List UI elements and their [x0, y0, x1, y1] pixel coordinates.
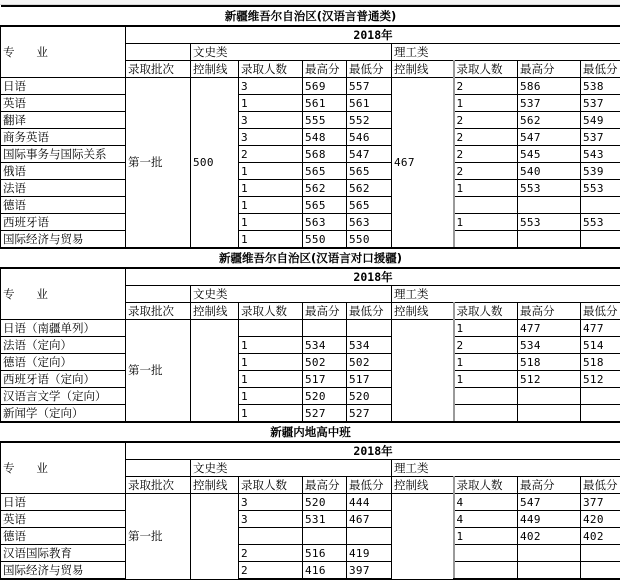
wenshi-max-score: 527	[303, 405, 347, 423]
major-name: 西班牙语（定向）	[1, 371, 126, 388]
ligong-min-score: 539	[581, 163, 620, 180]
wenshi-admitted-count: 1	[239, 354, 303, 371]
wenshi-min-score: 397	[347, 562, 392, 580]
ligong-min-score: 377	[581, 494, 620, 511]
ligong-admitted-count: 4	[454, 511, 518, 528]
ligong-max-score	[518, 388, 581, 405]
table-row	[1, 511, 620, 528]
section-title-row	[1, 6, 620, 26]
category-blank-cell	[126, 44, 191, 61]
wenshi-min-score: 546	[347, 129, 392, 146]
wenshi-control-line: 500	[191, 78, 239, 249]
ligong-admitted-count: 2	[454, 337, 518, 354]
header-batch: 录取批次	[126, 477, 191, 494]
wenshi-max-score: 563	[303, 214, 347, 231]
category-wenshi: 文史类	[191, 460, 392, 477]
ligong-admitted-count: 1	[454, 354, 518, 371]
major-name: 汉语言文学（定向）	[1, 388, 126, 405]
category-wenshi: 文史类	[191, 44, 392, 61]
header-ligong-admitted-count: 录取人数	[454, 303, 518, 320]
wenshi-admitted-count: 3	[239, 129, 303, 146]
table-row	[1, 214, 620, 231]
header-ligong-max-score: 最高分	[518, 477, 581, 494]
header-ligong-max-score: 最高分	[518, 303, 581, 320]
section-title: 新疆维吾尔自治区(汉语言普通类)	[1, 6, 620, 26]
ligong-control-line: 467	[392, 78, 454, 249]
table-row	[1, 388, 620, 405]
header-wenshi-admitted-count: 录取人数	[239, 61, 303, 78]
wenshi-admitted-count: 2	[239, 545, 303, 562]
header-ligong-admitted-count: 录取人数	[454, 477, 518, 494]
ligong-min-score: 549	[581, 112, 620, 129]
ligong-admitted-count: 2	[454, 146, 518, 163]
wenshi-max-score: 534	[303, 337, 347, 354]
ligong-max-score: 449	[518, 511, 581, 528]
wenshi-admitted-count: 3	[239, 494, 303, 511]
wenshi-admitted-count: 1	[239, 163, 303, 180]
wenshi-min-score: 565	[347, 163, 392, 180]
ligong-max-score	[518, 562, 581, 580]
header-wenshi-min-score: 最低分	[347, 61, 392, 78]
wenshi-max-score: 568	[303, 146, 347, 163]
table-row	[1, 129, 620, 146]
ligong-min-score: 553	[581, 214, 620, 231]
wenshi-min-score: 561	[347, 95, 392, 112]
ligong-max-score: 540	[518, 163, 581, 180]
wenshi-max-score	[303, 320, 347, 337]
wenshi-min-score: 563	[347, 214, 392, 231]
wenshi-min-score: 557	[347, 78, 392, 95]
table-row	[1, 494, 620, 511]
section-title-row	[1, 248, 620, 268]
section-title: 新疆内地高中班	[1, 422, 620, 442]
major-name: 西班牙语	[1, 214, 126, 231]
wenshi-min-score: 527	[347, 405, 392, 423]
wenshi-min-score: 562	[347, 180, 392, 197]
header-ligong-max-score: 最高分	[518, 61, 581, 78]
header-wenshi-admitted-count: 录取人数	[239, 477, 303, 494]
ligong-admitted-count	[454, 405, 518, 423]
ligong-admitted-count: 1	[454, 371, 518, 388]
ligong-min-score	[581, 405, 620, 423]
major-name: 英语	[1, 511, 126, 528]
header-batch: 录取批次	[126, 61, 191, 78]
ligong-max-score: 518	[518, 354, 581, 371]
category-ligong: 理工类	[392, 44, 620, 61]
table-row	[1, 180, 620, 197]
wenshi-admitted-count	[239, 320, 303, 337]
wenshi-max-score: 548	[303, 129, 347, 146]
ligong-min-score: 477	[581, 320, 620, 337]
table-row	[1, 545, 620, 562]
header-wenshi-control-line: 控制线	[191, 477, 239, 494]
year-row	[1, 26, 620, 44]
header-ligong-control-line: 控制线	[392, 61, 454, 78]
admission-batch: 第一批	[126, 494, 191, 580]
ligong-min-score: 518	[581, 354, 620, 371]
wenshi-admitted-count: 1	[239, 231, 303, 249]
ligong-admitted-count: 2	[454, 112, 518, 129]
major-name: 法语（定向）	[1, 337, 126, 354]
section-title: 新疆维吾尔自治区(汉语言对口援疆)	[1, 248, 620, 268]
table-row	[1, 562, 620, 580]
wenshi-max-score: 565	[303, 163, 347, 180]
header-wenshi-control-line: 控制线	[191, 61, 239, 78]
major-name: 德语（定向）	[1, 354, 126, 371]
ligong-admitted-count	[454, 197, 518, 214]
major-name: 汉语国际教育	[1, 545, 126, 562]
year-header: 2018年	[126, 26, 620, 44]
wenshi-max-score	[303, 528, 347, 545]
ligong-admitted-count: 1	[454, 320, 518, 337]
ligong-min-score	[581, 545, 620, 562]
year-header: 2018年	[126, 442, 620, 460]
ligong-max-score: 537	[518, 95, 581, 112]
wenshi-admitted-count: 3	[239, 112, 303, 129]
wenshi-min-score: 444	[347, 494, 392, 511]
ligong-admitted-count	[454, 545, 518, 562]
wenshi-min-score: 552	[347, 112, 392, 129]
major-name: 日语（南疆单列）	[1, 320, 126, 337]
wenshi-max-score: 520	[303, 494, 347, 511]
ligong-control-line	[392, 494, 454, 580]
section-title-row	[1, 422, 620, 442]
wenshi-max-score: 569	[303, 78, 347, 95]
wenshi-min-score: 565	[347, 197, 392, 214]
wenshi-max-score: 516	[303, 545, 347, 562]
major-name: 国际经济与贸易	[1, 562, 126, 580]
wenshi-min-score: 534	[347, 337, 392, 354]
ligong-admitted-count	[454, 231, 518, 249]
wenshi-max-score: 565	[303, 197, 347, 214]
ligong-max-score: 547	[518, 129, 581, 146]
ligong-min-score	[581, 231, 620, 249]
ligong-admitted-count: 2	[454, 129, 518, 146]
wenshi-max-score: 416	[303, 562, 347, 580]
ligong-admitted-count: 1	[454, 528, 518, 545]
header-wenshi-min-score: 最低分	[347, 303, 392, 320]
wenshi-min-score: 547	[347, 146, 392, 163]
ligong-max-score: 562	[518, 112, 581, 129]
table-row	[1, 95, 620, 112]
category-wenshi: 文史类	[191, 286, 392, 303]
ligong-min-score: 420	[581, 511, 620, 528]
header-wenshi-max-score: 最高分	[303, 61, 347, 78]
wenshi-admitted-count: 1	[239, 405, 303, 423]
ligong-max-score: 477	[518, 320, 581, 337]
category-blank-cell	[126, 286, 191, 303]
ligong-admitted-count	[454, 388, 518, 405]
wenshi-min-score: 517	[347, 371, 392, 388]
ligong-max-score	[518, 545, 581, 562]
table-row	[1, 78, 620, 95]
ligong-max-score	[518, 405, 581, 423]
ligong-admitted-count: 2	[454, 163, 518, 180]
wenshi-min-score: 419	[347, 545, 392, 562]
major-name: 德语	[1, 528, 126, 545]
major-name: 俄语	[1, 163, 126, 180]
ligong-max-score: 586	[518, 78, 581, 95]
category-ligong: 理工类	[392, 286, 620, 303]
wenshi-max-score: 561	[303, 95, 347, 112]
header-wenshi-admitted-count: 录取人数	[239, 303, 303, 320]
wenshi-admitted-count: 1	[239, 197, 303, 214]
wenshi-admitted-count: 3	[239, 511, 303, 528]
major-column-header: 专 业	[1, 26, 126, 78]
ligong-min-score: 512	[581, 371, 620, 388]
wenshi-max-score: 517	[303, 371, 347, 388]
major-name: 商务英语	[1, 129, 126, 146]
table-row	[1, 528, 620, 545]
major-name: 英语	[1, 95, 126, 112]
year-row	[1, 268, 620, 286]
wenshi-admitted-count: 1	[239, 337, 303, 354]
table-row	[1, 146, 620, 163]
wenshi-max-score: 550	[303, 231, 347, 249]
wenshi-control-line	[191, 320, 239, 423]
admission-batch: 第一批	[126, 78, 191, 249]
ligong-max-score: 553	[518, 180, 581, 197]
ligong-min-score: 537	[581, 95, 620, 112]
major-name: 日语	[1, 494, 126, 511]
table-row	[1, 354, 620, 371]
admission-batch: 第一批	[126, 320, 191, 423]
ligong-min-score	[581, 562, 620, 580]
header-ligong-control-line: 控制线	[392, 477, 454, 494]
table-row	[1, 405, 620, 423]
wenshi-admitted-count: 1	[239, 371, 303, 388]
ligong-max-score: 512	[518, 371, 581, 388]
wenshi-control-line	[191, 494, 239, 580]
table-row	[1, 371, 620, 388]
wenshi-min-score: 550	[347, 231, 392, 249]
ligong-admitted-count: 4	[454, 494, 518, 511]
ligong-min-score: 402	[581, 528, 620, 545]
year-header: 2018年	[126, 268, 620, 286]
ligong-max-score: 534	[518, 337, 581, 354]
major-name: 国际事务与国际关系	[1, 146, 126, 163]
ligong-min-score: 538	[581, 78, 620, 95]
category-blank-cell	[126, 460, 191, 477]
header-ligong-min-score: 最低分	[581, 61, 620, 78]
ligong-max-score	[518, 197, 581, 214]
wenshi-min-score: 467	[347, 511, 392, 528]
ligong-min-score: 553	[581, 180, 620, 197]
wenshi-min-score: 502	[347, 354, 392, 371]
table-row	[1, 112, 620, 129]
header-wenshi-max-score: 最高分	[303, 477, 347, 494]
ligong-admitted-count	[454, 562, 518, 580]
header-batch: 录取批次	[126, 303, 191, 320]
header-ligong-min-score: 最低分	[581, 303, 620, 320]
wenshi-min-score	[347, 320, 392, 337]
major-name: 日语	[1, 78, 126, 95]
header-ligong-admitted-count: 录取人数	[454, 61, 518, 78]
ligong-admitted-count: 1	[454, 214, 518, 231]
major-column-header: 专 业	[1, 442, 126, 494]
header-ligong-control-line: 控制线	[392, 303, 454, 320]
major-name: 德语	[1, 197, 126, 214]
ligong-max-score: 402	[518, 528, 581, 545]
table-row	[1, 197, 620, 214]
header-wenshi-control-line: 控制线	[191, 303, 239, 320]
major-name: 法语	[1, 180, 126, 197]
ligong-min-score: 514	[581, 337, 620, 354]
ligong-control-line	[392, 320, 454, 423]
ligong-max-score: 553	[518, 214, 581, 231]
ligong-max-score: 545	[518, 146, 581, 163]
wenshi-admitted-count: 1	[239, 388, 303, 405]
ligong-max-score	[518, 231, 581, 249]
header-wenshi-min-score: 最低分	[347, 477, 392, 494]
table-row	[1, 163, 620, 180]
wenshi-min-score: 520	[347, 388, 392, 405]
ligong-admitted-count: 2	[454, 78, 518, 95]
admission-table	[0, 5, 620, 580]
category-ligong: 理工类	[392, 460, 620, 477]
header-wenshi-max-score: 最高分	[303, 303, 347, 320]
wenshi-admitted-count	[239, 528, 303, 545]
ligong-admitted-count: 1	[454, 95, 518, 112]
ligong-admitted-count: 1	[454, 180, 518, 197]
major-name: 国际经济与贸易	[1, 231, 126, 249]
table-row	[1, 231, 620, 249]
wenshi-max-score: 520	[303, 388, 347, 405]
wenshi-max-score: 555	[303, 112, 347, 129]
year-row	[1, 442, 620, 460]
ligong-max-score: 547	[518, 494, 581, 511]
wenshi-admitted-count: 1	[239, 95, 303, 112]
table-row	[1, 320, 620, 337]
wenshi-admitted-count: 2	[239, 146, 303, 163]
wenshi-max-score: 562	[303, 180, 347, 197]
table-row	[1, 337, 620, 354]
major-column-header: 专 业	[1, 268, 126, 320]
major-name: 新闻学（定向）	[1, 405, 126, 423]
wenshi-max-score: 502	[303, 354, 347, 371]
wenshi-admitted-count: 1	[239, 180, 303, 197]
ligong-min-score: 537	[581, 129, 620, 146]
wenshi-max-score: 531	[303, 511, 347, 528]
ligong-min-score	[581, 197, 620, 214]
wenshi-admitted-count: 1	[239, 214, 303, 231]
ligong-min-score: 543	[581, 146, 620, 163]
wenshi-min-score	[347, 528, 392, 545]
wenshi-admitted-count: 2	[239, 562, 303, 580]
ligong-min-score	[581, 388, 620, 405]
wenshi-admitted-count: 3	[239, 78, 303, 95]
header-ligong-min-score: 最低分	[581, 477, 620, 494]
major-name: 翻译	[1, 112, 126, 129]
